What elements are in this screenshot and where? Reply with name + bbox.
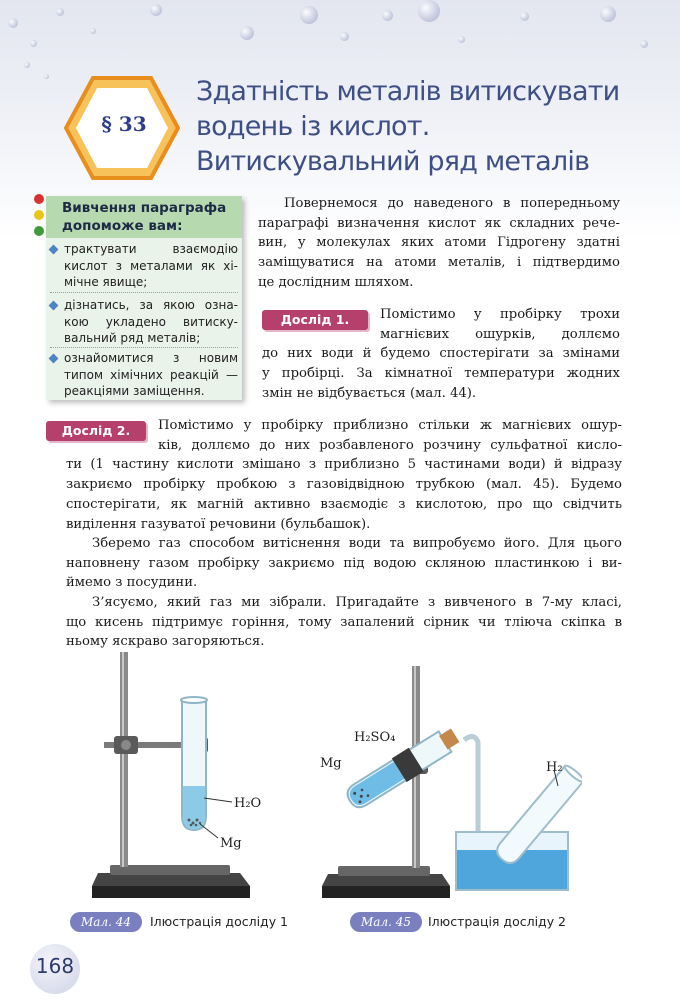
experiment-2-text: Помістимо у пробірку приблизно стільки ж магнієвих ошур- ків, доллємо до них розбавленого розчину сульфатної кисло- ти (1 частину кислоти змішано з приблизно 5 частинами води) й відразу закриємо пробірку пробкою з газовідвідною трубкою (мал. 45). Будемо спостерігати, як магній активно взаємодіє з кислотою, про що свідчить виділення газуватої речовини (бульбашок).	[66, 418, 622, 532]
page-number: 168	[35, 954, 75, 978]
goal-item: ознайомитися з новим типом хімічних реакцій — реакціями заміщення.	[64, 351, 238, 398]
experiment-2-label: Дослід 2.	[46, 421, 146, 441]
divider	[50, 347, 238, 348]
figure-44-illustration	[90, 648, 300, 903]
figure-45-caption: Ілюстрація досліду 2	[428, 914, 567, 929]
magnesium-label: Mg	[320, 756, 342, 771]
green-light-icon	[34, 226, 44, 236]
yellow-light-icon	[34, 210, 44, 220]
intro-paragraph: Повернемося до наведеного в попередньому параграфі визначення кислот як складних рече- вин, у молекулах яких атоми Гідрогену здатні заміщуватися на атоми металів, і підтвердимо це дослідним шляхом.	[258, 196, 620, 290]
decorative-bubbles	[0, 0, 680, 80]
section-number: § 33	[101, 112, 147, 136]
figure-44-tag: Мал. 44	[70, 912, 142, 932]
title-line: водень із кислот.	[196, 111, 430, 142]
section-title	[196, 74, 666, 179]
red-light-icon	[34, 194, 44, 204]
figure-44-caption: Ілюстрація досліду 1	[150, 914, 289, 929]
goal-item: трактувати взаємодію кислот з металами як хі- мічне явище;	[64, 242, 238, 289]
goal-item: дізнатись, за якою озна- кою укладено витиску- вальний ряд металів;	[64, 298, 238, 345]
divider	[50, 292, 238, 293]
gas-identification-paragraph: З’ясуємо, який газ ми зібрали. Пригадайте з вивченого в 7-му класі, що кисень підтримує горіння, тому запалений сірник чи тліюча скіпка в ньому яскраво загоряються.	[66, 595, 622, 650]
water-label: H₂O	[234, 796, 262, 811]
hydrogen-label: H₂	[546, 760, 563, 775]
gas-collection-paragraph: Зберемо газ способом витіснення води та випробуємо його. Для цього наповнену газом пробірку закриємо під водою скляною пластинкою і ви- ймемо з посудини.	[66, 536, 622, 591]
experiment-1-text: Помістимо у пробірку трохи магнієвих ошурків, доллємо до них води й будемо спостерігати за змінами у пробірці. За кімнатної температури жодних змін не відбувається (мал. 44).	[262, 307, 620, 401]
figure-45-illustration	[322, 662, 582, 902]
experiment-1-label: Дослід 1.	[262, 310, 368, 330]
title-line: Витискувальний ряд металів	[196, 146, 590, 177]
sulfuric-acid-label: H₂SO₄	[354, 730, 396, 745]
title-line: Здатність металів витискувати	[196, 76, 620, 107]
magnesium-label: Mg	[220, 836, 242, 851]
goals-title: Вивчення параграфа допоможе вам:	[62, 200, 227, 234]
figure-45-tag: Мал. 45	[350, 912, 422, 932]
